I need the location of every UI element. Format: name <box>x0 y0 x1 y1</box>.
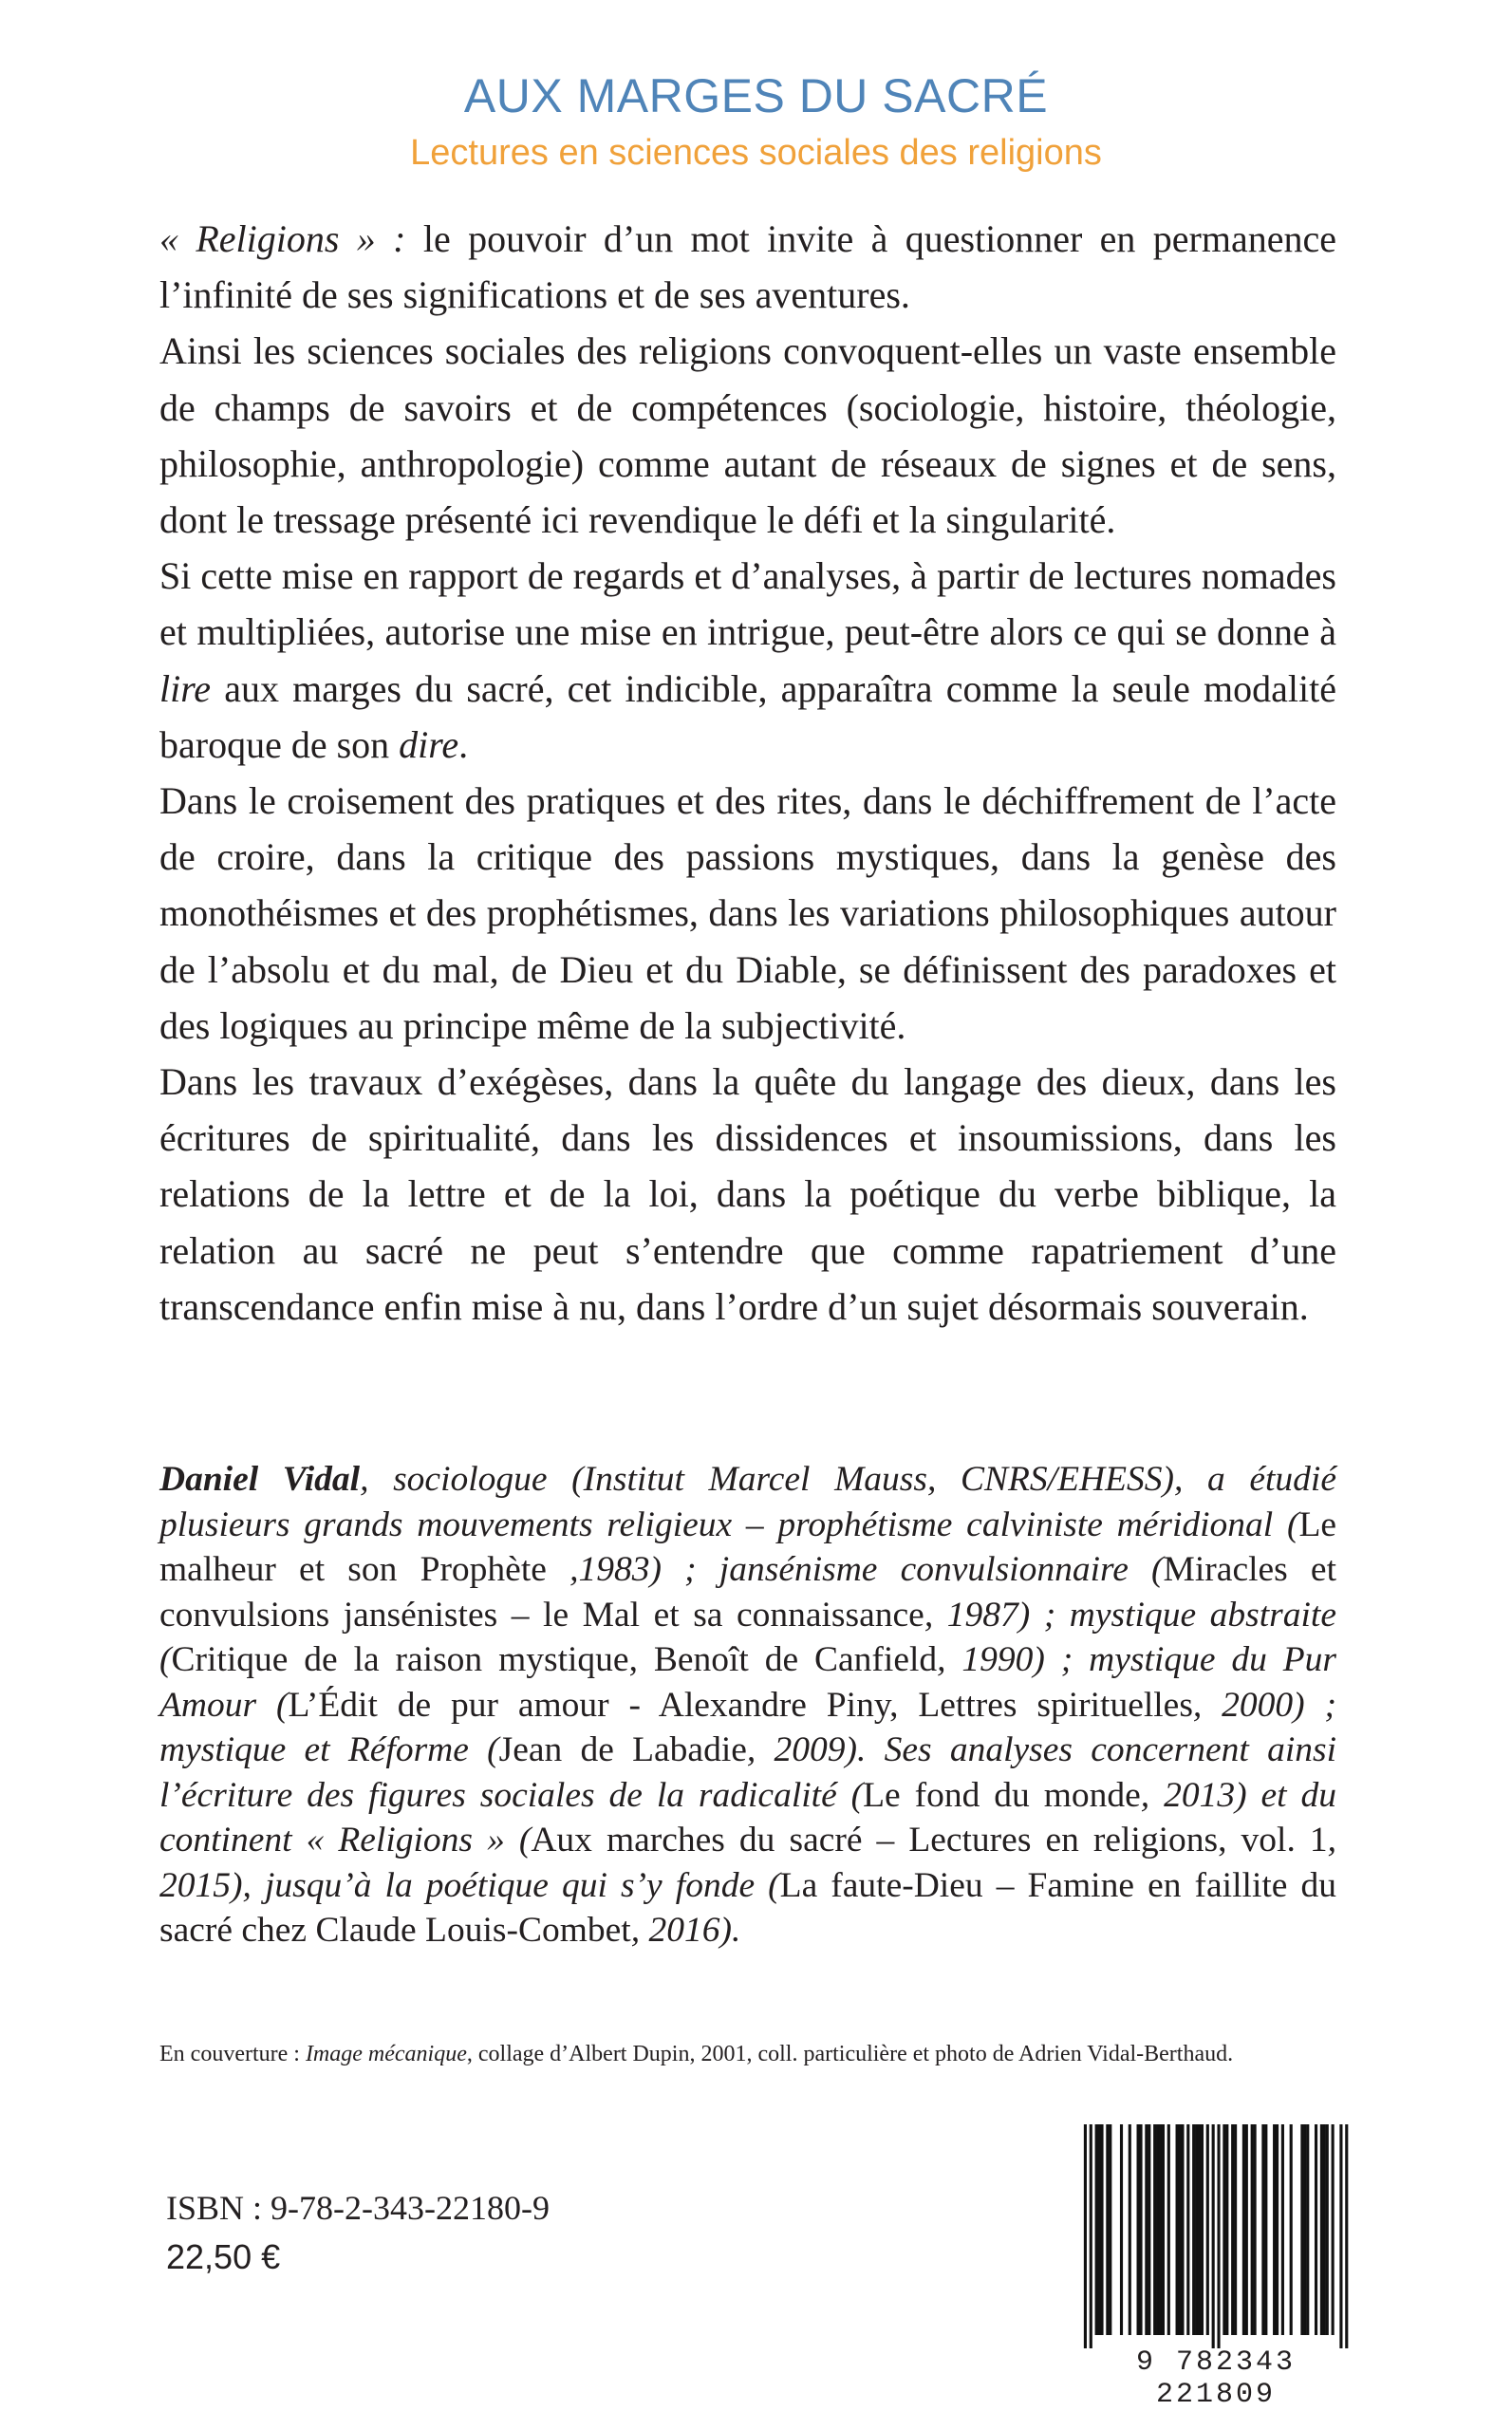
barcode-bar <box>1198 2124 1201 2335</box>
blurb-paragraph-5: Dans les travaux d’exégèses, dans la quête du langage des dieux, dans les écritures de spiritualité, dans les dissidences et insoumissions, dans les relations de la lettre et de la loi, dans la poétique du verbe biblique, la relation au sacré ne peut s’entendre que comme rapatriement d’une transcendance enfin mise à nu, dans l’ordre d’un sujet désormais souverain. <box>159 1060 1336 1328</box>
barcode-bar <box>1223 2124 1225 2335</box>
book-subtitle: Lectures en sciences sociales des religions <box>410 133 1102 173</box>
barcode-bar <box>1217 2124 1220 2348</box>
price: 22,50 € <box>166 2237 281 2276</box>
barcode-bar <box>1315 2124 1317 2335</box>
barcode-bar <box>1234 2124 1237 2335</box>
cover-credit: En couverture : Image mécanique, collage d’Albert Dupin, 2001, coll. particulière et photo de Adrien Vidal-Berthaud. <box>159 2042 1234 2066</box>
barcode-bar <box>1345 2124 1348 2348</box>
barcode-bar <box>1106 2124 1109 2335</box>
barcode-bar <box>1212 2124 1215 2348</box>
barcode-bar <box>1225 2124 1228 2335</box>
barcode-bar <box>1084 2124 1087 2348</box>
barcode-bar <box>1178 2124 1181 2335</box>
barcode-bar <box>1306 2124 1309 2335</box>
book-ref: La faute-Dieu – Famine en faillite du sacré chez Claude Louis-Combet <box>159 1865 1336 1950</box>
barcode-bar <box>1261 2124 1264 2335</box>
barcode-bar <box>1245 2124 1248 2335</box>
blurb <box>159 211 1336 1335</box>
barcode-bar <box>1251 2124 1254 2335</box>
isbn: ISBN : 9-78-2-343-22180-9 <box>166 2189 550 2227</box>
barcode-bar <box>1186 2124 1189 2335</box>
barcode-bar <box>1195 2124 1198 2335</box>
book-ref: L’Édit de pur amour - Alexandre Piny, Lettres spirituelles <box>288 1685 1193 1725</box>
barcode-bar <box>1139 2124 1142 2335</box>
book-ref: Jean de Labadie <box>498 1730 747 1769</box>
barcode-bar <box>1109 2124 1111 2335</box>
barcode-bar <box>1145 2124 1148 2335</box>
barcode-bar <box>1176 2124 1179 2335</box>
barcode-bar <box>1303 2124 1306 2335</box>
barcode-bar <box>1276 2124 1279 2335</box>
author-bio: Daniel Vidal, sociologue (Institut Marcel Mauss, CNRS/EHESS), a étudié plusieurs grands mouvements religieux – prophétisme calviniste méridional (Le malheur et son Prophète ,1983) ; jansénisme convulsionnaire (Miracles et convulsions jansénistes – le Mal et sa connaissance, 1987) ; mystique abstraite (Critique de la raison mystique, Benoît de Canfield, 1990) ; mystique du Pur Amour (L’Édit de pur amour - Alexandre Piny, Lettres spirituelles, 2000) ; mystique et Réforme (Jean de Labadie, 2009). Ses analyses concernent ainsi l’écriture des figures sociales de la radicalité (Le fond du monde, 2013) et du continent « Religions » (Aux marches du sacré – Lectures en religions, vol. 1, 2015), jusqu’à la poétique qui s’y fonde (La faute-Dieu – Famine en faillite du sacré chez Claude Louis-Combet, 2016). <box>159 1460 1337 1950</box>
barcode-bar <box>1162 2124 1165 2335</box>
book-title: AUX MARGES DU SACRÉ <box>463 69 1049 122</box>
barcode-bar <box>1290 2124 1293 2335</box>
barcode-bar <box>1192 2124 1195 2335</box>
barcode-bar <box>1254 2124 1257 2335</box>
barcode-bar <box>1320 2124 1323 2335</box>
barcode-bar <box>1181 2124 1184 2335</box>
blurb-paragraph-4: Dans le croisement des pratiques et des rites, dans le déchiffrement de l’acte de croire, dans la critique des passions mystiques, dans la genèse des monothéismes et des prophétismes, dans les variations philosophiques autour de l’absolu et du mal, de Dieu et du Diable, se définissent des paradoxes et des logiques au principe même de la subjectivité. <box>159 779 1336 1047</box>
barcode-number: 9 782343 221809 <box>1135 2346 1297 2411</box>
book-ref: Aux marches du sacré – Lectures en religions, vol. 1 <box>531 1821 1328 1860</box>
barcode-bar <box>1095 2124 1098 2335</box>
barcode-bar <box>1281 2124 1284 2335</box>
book-ref: Le malheur et son Prophète <box>159 1505 1336 1589</box>
barcode-bar <box>1300 2124 1303 2335</box>
barcode-bar <box>1100 2124 1103 2335</box>
barcode-bar <box>1332 2124 1335 2335</box>
barcode-bar <box>1273 2124 1276 2335</box>
barcode-bar <box>1206 2124 1209 2335</box>
barcode-bar <box>1339 2124 1342 2348</box>
barcode-bar <box>1264 2124 1267 2335</box>
barcode-bar <box>1148 2124 1150 2335</box>
barcode-bars <box>1078 2124 1353 2348</box>
barcode <box>1078 2124 1353 2348</box>
blurb-paragraph-2: Ainsi les sciences sociales des religions convoquent-elles un vaste ensemble de champs de savoirs et de compétences (sociologie, histoire, théologie, philosophie, anthropologie) comme autant de réseaux de signes et de sens, dont le tressage présenté ici revendique le défi et la singularité. <box>159 329 1336 542</box>
barcode-bar <box>1323 2124 1326 2335</box>
barcode-bar <box>1159 2124 1162 2335</box>
barcode-bar <box>1153 2124 1156 2335</box>
barcode-bar <box>1201 2124 1204 2335</box>
barcode-bar <box>1156 2124 1159 2335</box>
author-name: Daniel Vidal <box>159 1460 361 1499</box>
barcode-bar <box>1129 2124 1131 2335</box>
blurb-paragraph-1: « Religions » : le pouvoir d’un mot invite à questionner en permanence l’infinité de ses significations et de ses aventures. <box>159 217 1336 317</box>
barcode-bar <box>1167 2124 1170 2335</box>
barcode-bar <box>1326 2124 1329 2335</box>
barcode-bar <box>1242 2124 1245 2335</box>
book-ref: Miracles et convulsions jansénistes – le Mal et sa connaissance <box>159 1550 1336 1635</box>
blurb-paragraph-3: Si cette mise en rapport de regards et d’analyses, à partir de lectures nomades et multipliées, autorise une mise en intrigue, peut-être alors ce qui se donne à lire aux marges du sacré, cet indicible, apparaîtra comme la seule modalité baroque de son dire. <box>159 554 1336 766</box>
book-ref: Critique de la raison mystique, Benoît de Canfield <box>171 1640 938 1679</box>
barcode-bar <box>1098 2124 1101 2335</box>
barcode-bar <box>1120 2124 1123 2335</box>
barcode-bar <box>1090 2124 1092 2348</box>
religions-term: « Religions » : <box>159 217 406 260</box>
barcode-bar <box>1137 2124 1140 2335</box>
barcode-bar <box>1231 2124 1234 2335</box>
book-ref: Le fond du monde <box>863 1775 1141 1815</box>
